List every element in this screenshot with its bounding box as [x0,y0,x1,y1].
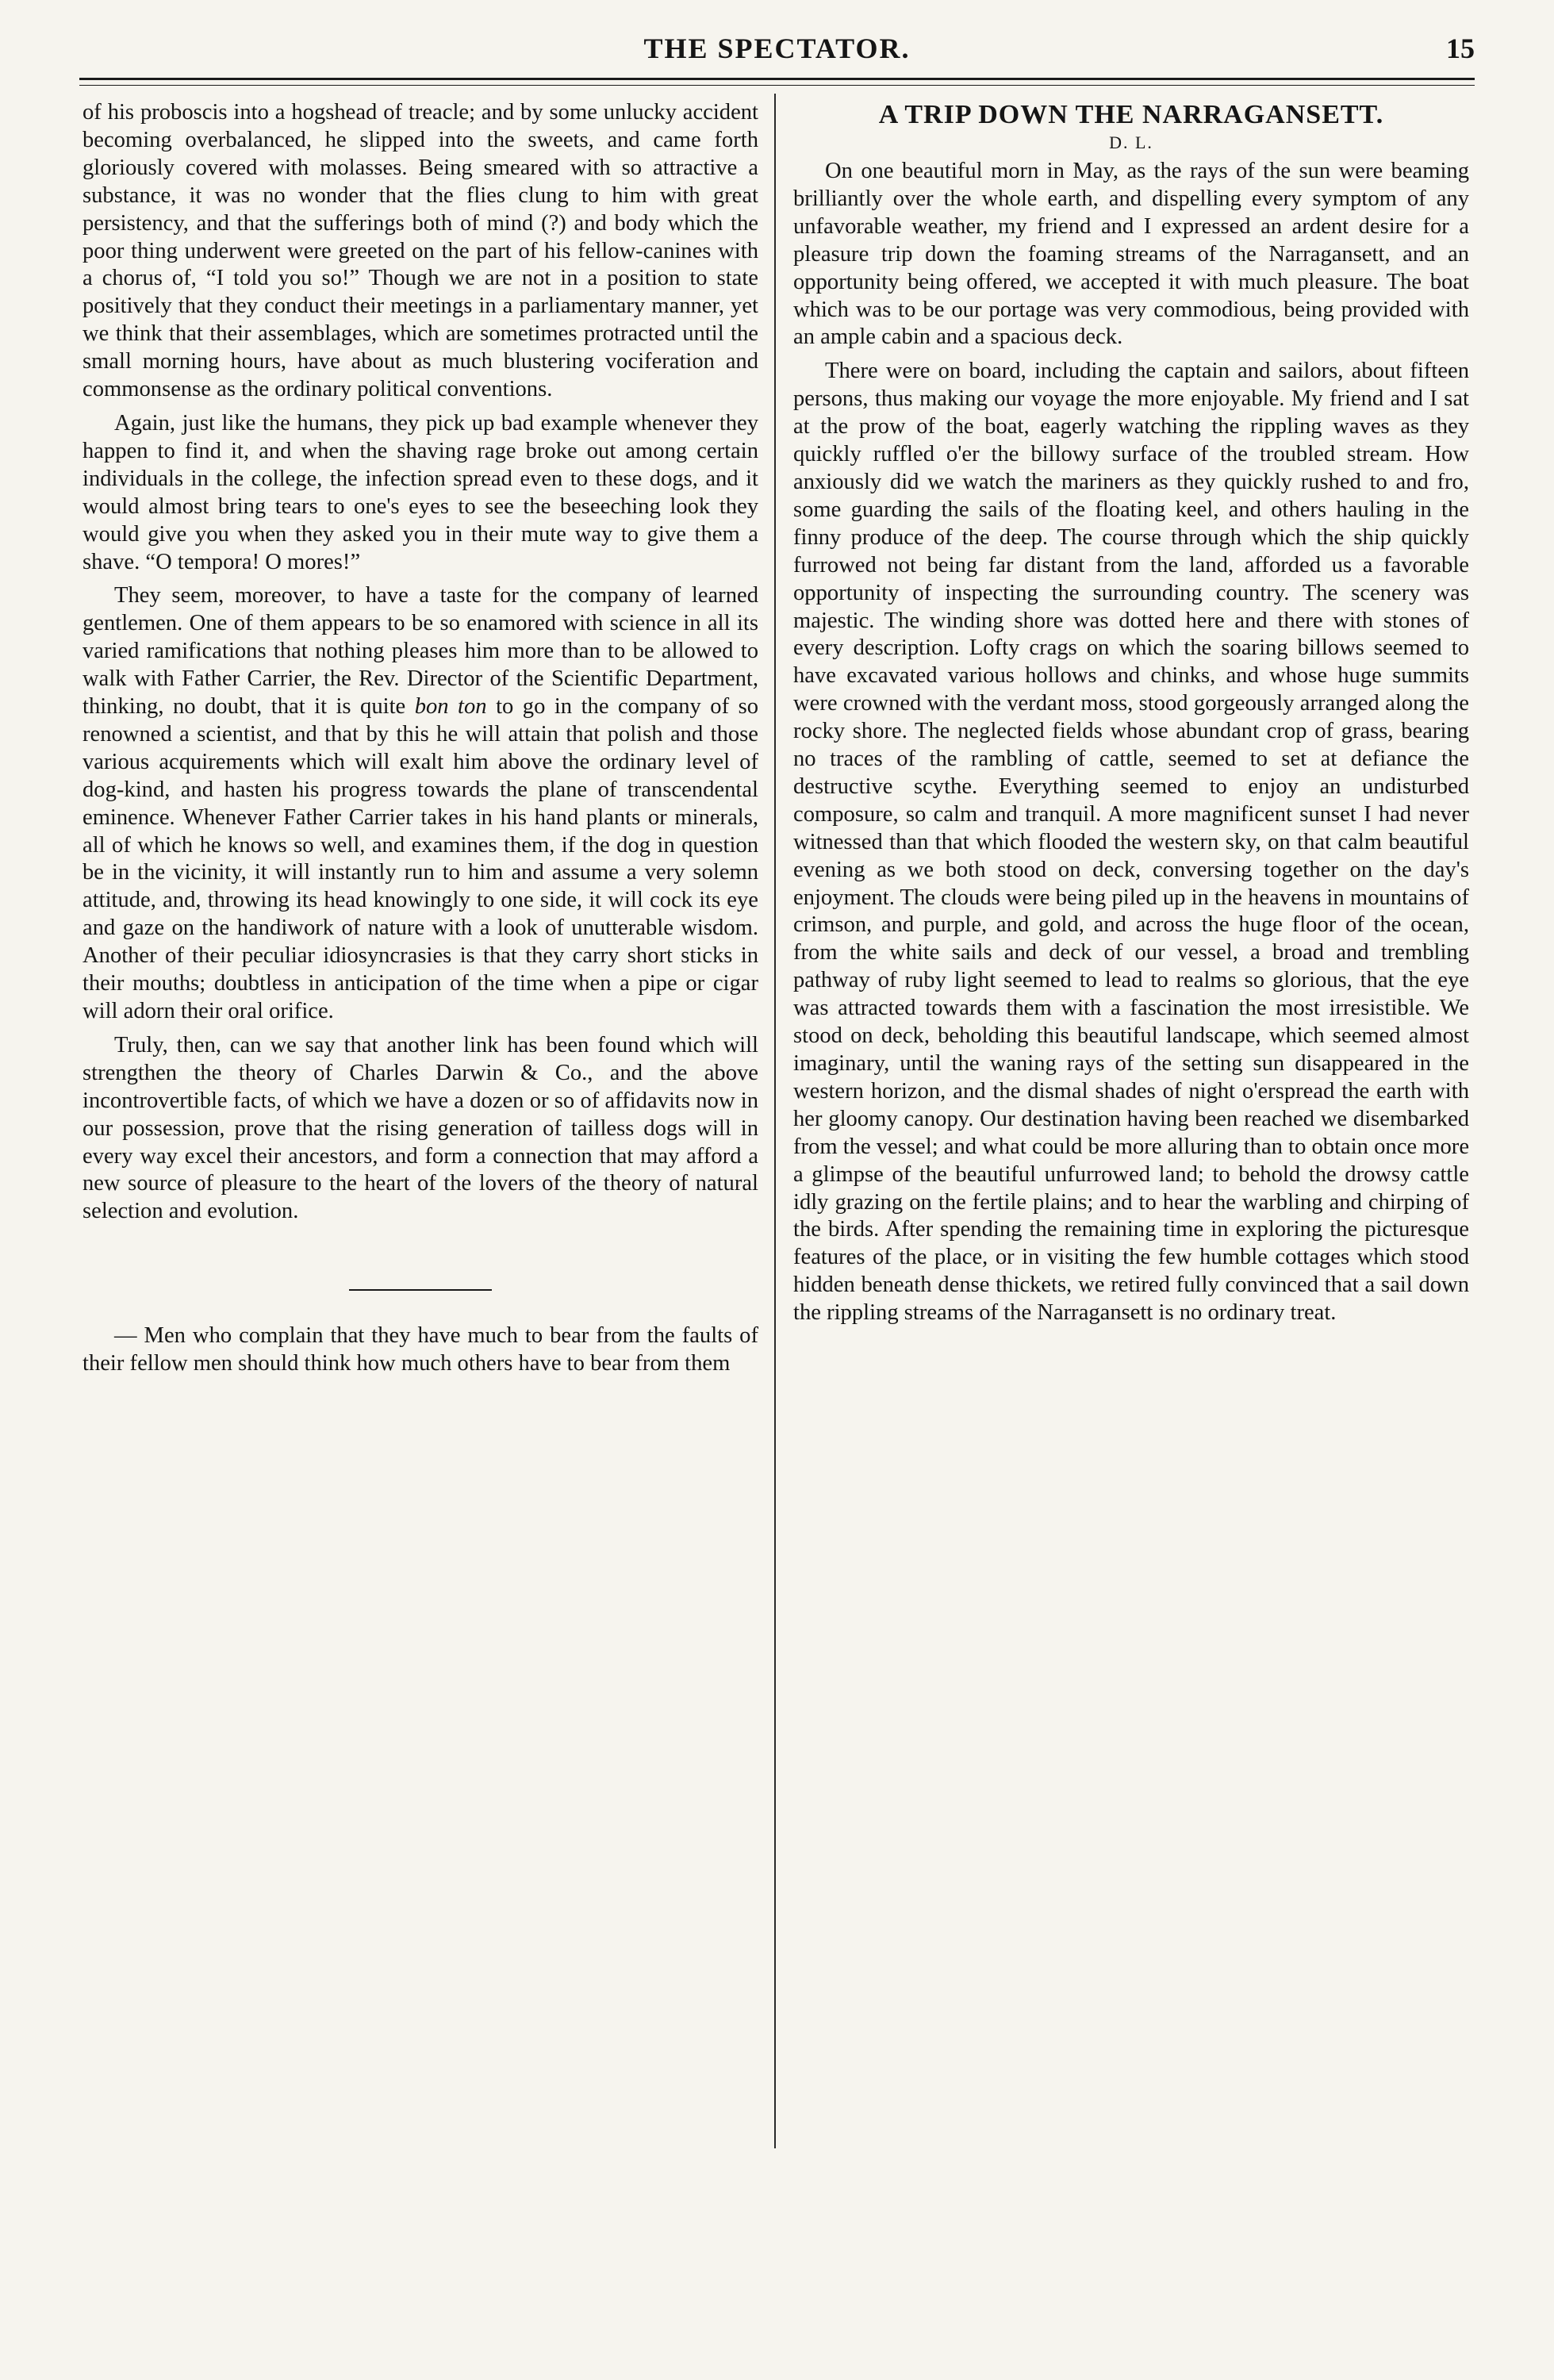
header-rule [79,78,1475,86]
section-divider [349,1289,492,1291]
page-number: 15 [1446,33,1475,64]
article-title: A TRIP DOWN THE NARRAGANSETT. [878,100,1384,129]
column-divider [774,94,776,2148]
left-paragraph-3-end: to go in the company of so renowned a scientist, and that by this he will attain that polish and those various acquirements which will exalt him above the ordinary level of dog-kind, and hasten his progress towards the plane of transcendental eminence. Whenever Father Carrier takes in his hand plants or minerals, all of which he knows so well, and examines them, if the dog in question be in the vicinity, it will instantly run to him and assume a very solemn attitude, and, throwing its head knowingly to one side, it will cock its eye and gaze on the handiwork of nature with a look of unutterable wisdom. Another of their peculiar idiosyncrasies is that they carry short sticks in their mouths; doubtless in anticipation of the time when a pipe or cigar will adorn their oral orifice. [82,694,758,1023]
left-paragraph-3-start: They seem, moreover, to have a taste for the company of learned gentlemen. One of them appears to be so enamored with science in all its varied ramifications that nothing pleases him more than to be allowed to walk with Father Carrier, the Rev. Director of the Scientific Department, thinking, no doubt, that it is quite [82,583,758,720]
page-header [79,32,1475,76]
left-column [82,99,758,1378]
left-paragraph-2: Again, just like the humans, they pick up bad example whenever they happen to find it, and when the shaving rage broke out among certain individuals in the college, the infection spread even to these dogs, and it would almost bring tears to one's eyes to see the beseeching look they would give you when they asked you in their mute way to give them a shave. “O tempora! O mores!” [82,410,758,574]
left-paragraph-3-italic: bon ton [414,694,487,720]
article-byline: D. L. [1109,132,1153,152]
right-paragraph-1: On one beautiful morn in May, as the rays of the sun were beaming brilliantly over the whole earth, and dispelling every symptom of any unfavorable weather, my friend and I expressed an ardent desire for a pleasure trip down the foaming streams of the Narragansett, and an opportunity being offered, we accepted it with much pleasure. The boat which was to be our portage was very commodious, being provided with an ample cabin and a spacious deck. [793,159,1469,350]
closing-note: — Men who complain that they have much to bear from the faults of their fellow men should think how much others have to bear from them [82,1323,758,1376]
left-paragraph-3 [82,582,758,1026]
right-paragraph-2: There were on board, including the captain and sailors, about fifteen persons, thus making our voyage the more enjoyable. My friend and I sat at the prow of the boat, eagerly watching the rippling waves as they quickly ruffled o'er the billowy surface of the troubled stream. How anxiously did we watch the mariners as they quickly rushed to and fro, some guarding the sails of the floating keel, and others hauling in the finny produce of the deep. The course through which the ship quickly furrowed not being far distant from the land, afforded us a favorable opportunity of inspecting the surrounding country. The scenery was majestic. The winding shore was dotted here and there with stones of every description. Lofty crags on which the soaring billows seemed to have excavated various hollows and chinks, and whose huge summits were crowned with the verdant moss, stood gorgeously arranged along the rocky shore. The neglected fields whose abundant crop of grass, bearing no traces of the rambling of cattle, seemed to set at defiance the destructive scythe. Everything seemed to enjoy an undisturbed composure, so calm and tranquil. A more magnificent sunset I had never witnessed than that which flooded the western sky, on that calm beautiful evening as we both stood on deck, conversing together on the day's enjoyment. The clouds were being piled up in the heavens in mountains of crimson, and purple, and gold, and across the huge floor of the ocean, from the white sails and deck of our vessel, a broad and trembling pathway of ruby light seemed to lead to realms so glorious, that the eye was attracted towards them with a fascination the most irresistible. We stood on deck, beholding this beautiful landscape, which seemed almost imaginary, until the waning rays of the setting sun disappeared in the western horizon, and the dismal shades of night o'erspread the earth with her gloomy canopy. Our destination having been reached we disembarked from the vessel; and what could be more alluring than to obtain once more a glimpse of the beautiful unfurrowed land; to behold the drowsy cattle idly grazing on the fertile plains; and to hear the warbling and chirping of the birds. After spending the remaining time in exploring the picturesque features of the place, or in visiting the few humble cottages which stood hidden beneath dense thickets, we retired fully convinced that a sail down the rippling streams of the Narragansett is no ordinary treat. [793,359,1470,1326]
left-paragraph-1: of his proboscis into a hogshead of treacle; and by some unlucky accident becoming overbalanced, he slipped into the sweets, and came forth gloriously covered with molasses. Being smeared with so attractive a substance, it was no wonder that the flies clung to him with great persistency, and that the sufferings both of mind (?) and body which the poor thing underwent were greeted on the part of his fellow-canines with a chorus of, “I told you so!” Though we are not in a position to state positively that they conduct their meetings in a parliamentary manner, yet we think that their assemblages, which are sometimes protracted until the small morning hours, have about as much blustering vociferation and commonsense as the ordinary political conventions. [82,100,758,402]
right-column [793,99,1469,1327]
left-paragraph-4: Truly, then, can we say that another link has been found which will strengthen the theory of Charles Darwin & Co., and the above incontrovertible facts, of which we have a dozen or so of affidavits now in our possession, prove that the rising generation of tailless dogs will in every way excel their ancestors, and form a connection that may afford a new source of pleasure to the heart of the lovers of the theory of natural selection and evolution. [82,1032,758,1224]
running-head: THE SPECTATOR. [643,33,911,64]
